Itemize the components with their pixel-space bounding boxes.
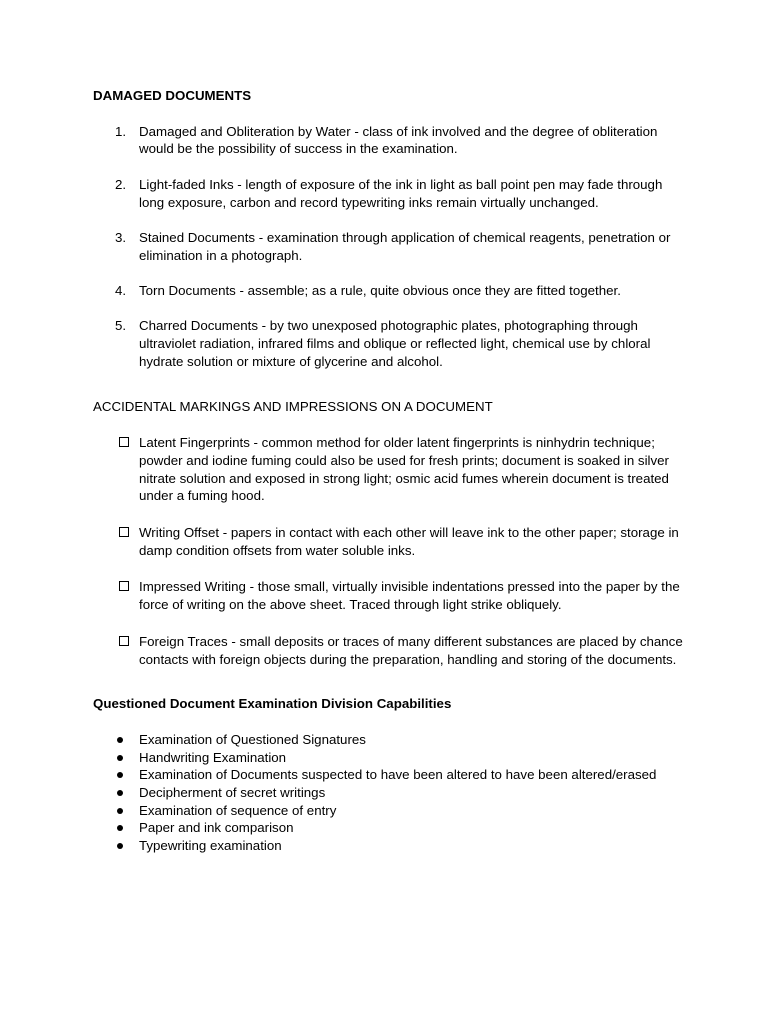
item-number: 1. (115, 123, 127, 139)
list-item (93, 784, 683, 802)
list-item (93, 123, 683, 158)
item-text: Light-faded Inks - length of exposure of the ink in light as ball point pen may fade through long exposure, carbon and record typewriting inks remain virtually unchanged. (139, 176, 663, 210)
accidental-markings-list (93, 434, 683, 668)
item-text: Impressed Writing - those small, virtually invisible indentations pressed into the paper by the force of writing on the above sheet. Traced through light strike obliquely. (139, 579, 680, 613)
item-text: Latent Fingerprints - common method for older latent fingerprints is ninhydrin technique; powder and iodine fuming could also be used for fresh prints; document is soaked in silver nitrate solution and exposed in strong light; osmic acid fumes wherein document is treated under a fuming hood. (139, 435, 669, 504)
checkbox-icon (119, 437, 129, 447)
item-text: Stained Documents - examination through application of chemical reagents, penetration or elimination in a photograph. (139, 229, 671, 263)
bullet-icon (117, 808, 123, 814)
list-item (93, 229, 683, 264)
item-text: Writing Offset - papers in contact with each other will leave ink to the other paper; storage in damp condition offsets from water soluble inks. (139, 525, 679, 558)
bullet-icon (117, 772, 123, 778)
list-item (93, 282, 683, 300)
document-body (93, 87, 683, 855)
capabilities-section (93, 695, 683, 855)
bullet-icon (117, 737, 123, 743)
item-number: 2. (115, 176, 127, 192)
damaged-documents-heading: DAMAGED DOCUMENTS (93, 88, 252, 103)
item-text: Damaged and Obliteration by Water - class of ink involved and the degree of obliteration would be the possibility of success in the examination. (139, 123, 658, 157)
item-text: Handwriting Examination (139, 749, 287, 765)
bullet-icon (117, 790, 123, 796)
checkbox-icon (119, 581, 129, 591)
item-text: Examination of sequence of entry (139, 802, 337, 818)
item-number: 3. (115, 229, 127, 245)
item-text: Examination of Documents suspected to have been altered to have been altered/erased (139, 767, 657, 783)
list-item (93, 317, 683, 370)
item-number: 4. (115, 282, 127, 298)
checkbox-icon (119, 636, 129, 646)
accidental-markings-heading: ACCIDENTAL MARKINGS AND IMPRESSIONS ON A DOCUMENT (93, 399, 493, 415)
checkbox-icon (119, 527, 129, 537)
item-text: Torn Documents - assemble; as a rule, quite obvious once they are fitted together. (139, 282, 621, 298)
list-item (93, 766, 683, 784)
item-text: Charred Documents - by two unexposed photographic plates, photographing through ultraviolet radiation, infrared films and oblique or reflected light, chemical use by chloral hydrate solution or mixture of glycerine and alcohol. (139, 318, 651, 369)
capabilities-list (93, 731, 683, 855)
damaged-documents-section (93, 87, 683, 370)
capabilities-heading: Questioned Document Examination Division Capabilities (93, 696, 452, 712)
list-item (93, 749, 683, 767)
damaged-documents-list (93, 123, 683, 371)
list-item (93, 731, 683, 749)
item-number: 5. (115, 318, 127, 334)
accidental-markings-section (93, 398, 683, 668)
item-text: Examination of Questioned Signatures (139, 731, 366, 747)
item-text: Decipherment of secret writings (139, 785, 326, 801)
list-item (93, 524, 683, 559)
list-item (93, 633, 683, 668)
item-text: Foreign Traces - small deposits or traces of many different substances are placed by chance contacts with foreign objects during the preparation, handling and storing of the documents. (139, 633, 683, 667)
bullet-icon (117, 755, 123, 761)
bullet-icon (117, 843, 123, 849)
list-item (93, 434, 683, 505)
list-item (93, 176, 683, 211)
list-item (93, 802, 683, 820)
bullet-icon (117, 825, 123, 831)
item-text: Typewriting examination (139, 838, 282, 854)
list-item (93, 819, 683, 837)
item-text: Paper and ink comparison (139, 820, 294, 836)
list-item (93, 578, 683, 613)
list-item (93, 837, 683, 855)
